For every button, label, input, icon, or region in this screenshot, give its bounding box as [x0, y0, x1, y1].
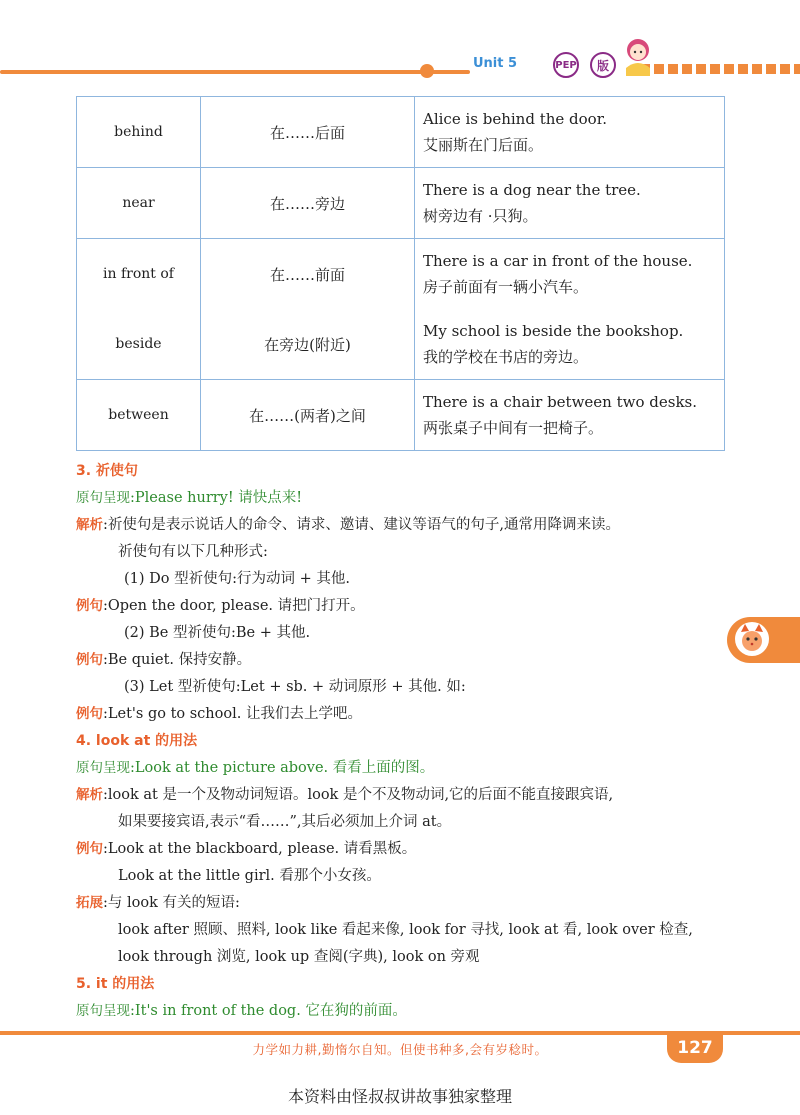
original-text: :Look at the picture above. 看看上面的图。: [130, 760, 435, 776]
example-chinese: 艾丽斯在门后面。: [423, 136, 544, 154]
extension-label: 拓展: [76, 895, 103, 911]
section-title: 4. look at 的用法: [76, 733, 198, 749]
pep-badge: PEP: [553, 52, 579, 78]
example-line: [76, 647, 736, 674]
table-row: [77, 168, 725, 239]
example-english: Alice is behind the door.: [423, 110, 607, 128]
page-number: 127: [667, 1033, 723, 1063]
table-row: [77, 380, 725, 451]
original-text: :Please hurry! 请快点来!: [130, 490, 303, 506]
word-cell: behind: [77, 97, 201, 168]
example-line: [76, 593, 736, 620]
meaning-cell: 在……旁边: [201, 168, 415, 239]
example-line: [76, 836, 736, 863]
form-line: (3) Let 型祈使句:Let + sb. + 动词原形 + 其他. 如:: [124, 679, 466, 695]
example-cell: [415, 239, 725, 310]
extension-line: [76, 890, 736, 917]
example-text: :Look at the blackboard, please. 请看黑板。: [103, 841, 417, 857]
table-row: [77, 239, 725, 310]
analysis-text: :祈使句是表示说话人的命令、请求、邀请、建议等语气的句子,通常用降调来读。: [103, 517, 620, 533]
word-cell: beside: [77, 309, 201, 380]
original-text: :It's in front of the dog. 它在狗的前面。: [130, 1003, 407, 1019]
extension-text: :与 look 有关的短语:: [103, 895, 240, 911]
original-sentence: [76, 755, 736, 782]
example-continuation: Look at the little girl. 看那个小女孩。: [118, 868, 381, 884]
meaning-cell: 在旁边(附近): [201, 309, 415, 380]
analysis-line: [76, 512, 736, 539]
page-header: [0, 0, 800, 100]
girl-mascot-icon: [616, 34, 660, 78]
original-sentence: [76, 998, 736, 1025]
example-cell: [415, 309, 725, 380]
vocabulary-table: [76, 96, 725, 451]
analysis-label: 解析: [76, 787, 103, 803]
word-cell: between: [77, 380, 201, 451]
fox-mascot-icon: [735, 622, 769, 656]
side-tab: [727, 617, 800, 663]
meaning-cell: 在……后面: [201, 97, 415, 168]
example-chinese: 我的学校在书店的旁边。: [423, 348, 589, 366]
example-text: :Open the door, please. 请把门打开。: [103, 598, 365, 614]
word-cell: in front of: [77, 239, 201, 310]
original-sentence: [76, 485, 736, 512]
example-english: There is a car in front of the house.: [423, 252, 693, 270]
table-row: [77, 97, 725, 168]
section-title: 3. 祈使句: [76, 463, 138, 479]
example-english: There is a chair between two desks.: [423, 393, 697, 411]
example-cell: [415, 97, 725, 168]
section-title: 5. it 的用法: [76, 976, 155, 992]
example-english: My school is beside the bookshop.: [423, 322, 684, 340]
unit-label: Unit 5: [473, 56, 518, 71]
example-label: 例句: [76, 652, 103, 668]
example-label: 例句: [76, 598, 103, 614]
header-stripe-left: [0, 70, 470, 74]
phrase-list: look through 浏览, look up 查阅(字典), look on 旁观: [118, 949, 480, 965]
header-dot: [420, 64, 434, 78]
analysis-continuation: 祈使句有以下几种形式:: [118, 544, 268, 560]
example-text: :Let's go to school. 让我们去上学吧。: [103, 706, 362, 722]
example-chinese: 树旁边有 ·只狗。: [423, 207, 538, 225]
analysis-text: :look at 是一个及物动词短语。look 是个不及物动词,它的后面不能直接跟宾语,: [103, 787, 614, 803]
notes-content: [76, 458, 736, 1025]
edition-badge: 版: [590, 52, 616, 78]
form-line: (2) Be 型祈使句:Be + 其他.: [124, 625, 311, 641]
table-row: [77, 309, 725, 380]
example-text: :Be quiet. 保持安静。: [103, 652, 252, 668]
header-stripe-right: [640, 64, 800, 74]
word-cell: near: [77, 168, 201, 239]
example-line: [76, 701, 736, 728]
meaning-cell: 在……(两者)之间: [201, 380, 415, 451]
example-cell: [415, 380, 725, 451]
example-label: 例句: [76, 706, 103, 722]
example-label: 例句: [76, 841, 103, 857]
example-chinese: 两张桌子中间有一把椅子。: [423, 419, 604, 437]
analysis-continuation: 如果要接宾语,表示“看……”,其后必须加上介词 at。: [118, 814, 452, 830]
phrase-list: look after 照顾、照料, look like 看起来像, look for 寻找, look at 看, look over 检查,: [118, 922, 693, 938]
original-label: 原句呈现: [76, 1003, 130, 1019]
meaning-cell: 在……前面: [201, 239, 415, 310]
example-chinese: 房子前面有一辆小汽车。: [423, 278, 589, 296]
analysis-label: 解析: [76, 517, 103, 533]
analysis-line: [76, 782, 736, 809]
example-english: There is a dog near the tree.: [423, 181, 641, 199]
example-cell: [415, 168, 725, 239]
original-label: 原句呈现: [76, 760, 130, 776]
form-line: (1) Do 型祈使句:行为动词 + 其他.: [124, 571, 350, 587]
original-label: 原句呈现: [76, 490, 130, 506]
credit-line: 本资料由怪叔叔讲故事独家整理: [287, 1087, 512, 1106]
footer-motto: 力学如力耕,勤惰尔自知。但使书种多,会有岁稔时。: [252, 1042, 548, 1057]
